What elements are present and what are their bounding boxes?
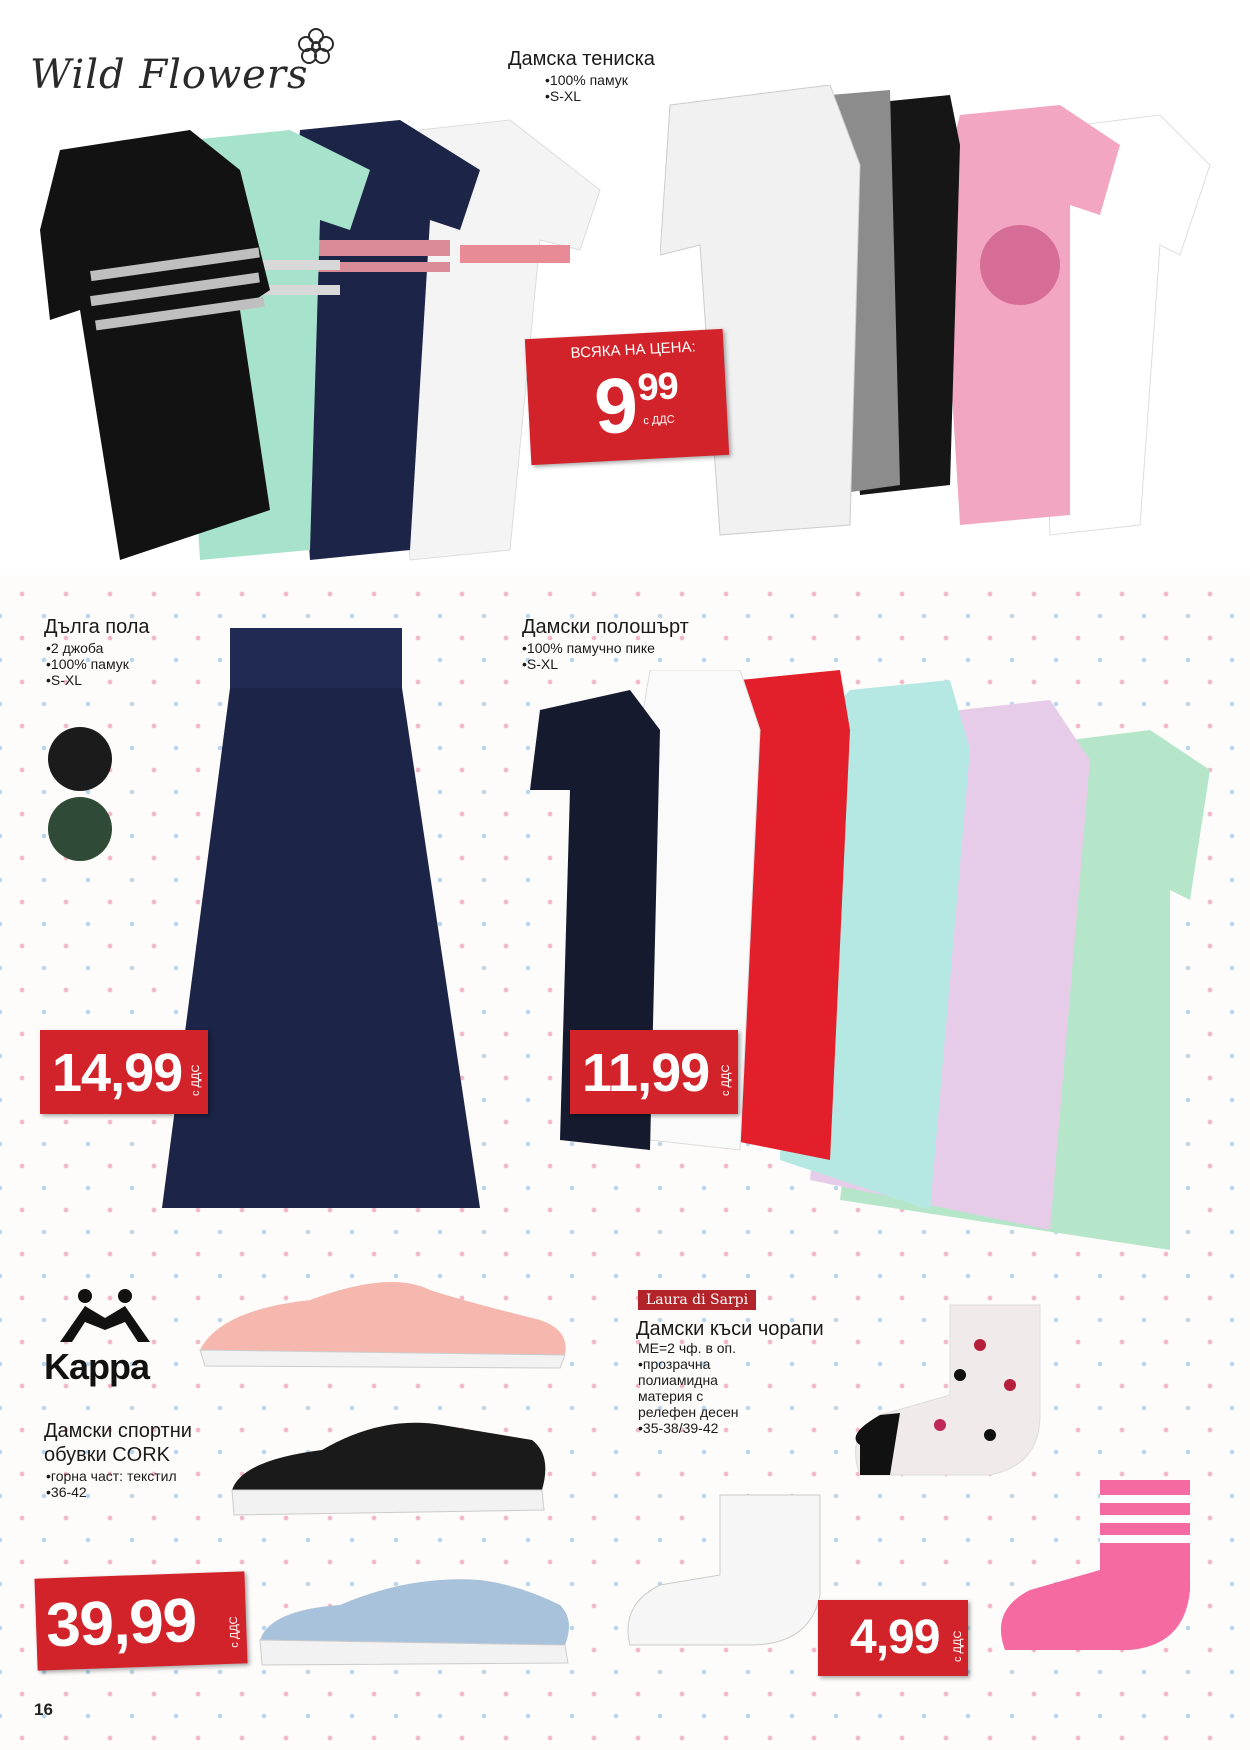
socks-bullet: •прозрачна [638,1356,711,1372]
tshirt-bullet: •100% памук [545,72,628,88]
skirt-image [160,628,490,1228]
color-swatch-black [48,727,112,791]
tshirt-price-decimal: 99 [636,365,679,410]
socks-title: Дамски къси чорапи [636,1318,824,1340]
shoes-price-vat: с ДДС [227,1616,241,1648]
polo-price-vat: с ДДС [720,1064,732,1096]
skirt-title: Дълга пола [44,616,150,638]
tshirt-price-whole: 9 [592,360,640,451]
page-number: 16 [34,1700,53,1719]
flower-icon [296,26,336,66]
polo-price-tag [570,1030,738,1114]
skirt-price: 14,99 [52,1043,183,1103]
shoes-title-line2: обувки CORK [44,1444,171,1466]
shoes-title-line1: Дамски спортни [44,1420,192,1442]
laura-di-sarpi-brand-tag: Laura di Sarpi [638,1290,756,1310]
shoe-black-image [222,1400,552,1520]
socks-price-tag [818,1600,968,1676]
skirt-price-vat: с ДДС [190,1064,202,1096]
tshirt-price-vat: с ДДС [642,413,675,428]
socks-hearts-image [840,1295,1100,1485]
skirt-bullet: •100% памук [46,656,129,672]
socks-bullet: релефен десен [638,1404,739,1420]
color-swatch-green [48,797,112,861]
polo-bullet: •100% памучно пике [522,640,655,656]
socks-bullet: МЕ=2 чф. в оп. [638,1340,737,1356]
brand-logo-wild-flowers: Wild Flowers [30,52,309,98]
tshirts-right-image [660,85,1220,545]
shoes-price-tag [34,1571,247,1670]
socks-bullet: •35-38/39-42 [638,1420,719,1436]
polo-shirts-image [530,670,1230,1280]
skirt-bullet: •S-XL [46,672,83,688]
socks-pink-image [990,1470,1220,1660]
socks-bullet: материя с [638,1388,704,1404]
shoes-bullet: •36-42 [46,1484,87,1500]
socks-price-vat: с ДДС [952,1630,964,1662]
skirt-bullet: •2 джоба [46,640,104,656]
shoes-price: 39,99 [44,1586,198,1661]
kappa-brand-text: Kappa [44,1346,150,1387]
tshirt-price-tag [525,329,729,465]
skirt-price-tag [40,1030,208,1114]
socks-white-image [620,1485,850,1655]
polo-price: 11,99 [582,1043,710,1103]
socks-bullet: полиамидна [638,1372,718,1388]
tshirt-title: Дамска тениска [508,48,655,70]
shoe-pink-image [190,1260,570,1370]
kappa-logo-icon [50,1288,160,1344]
shoes-bullet: •горна част: текстил [46,1468,177,1484]
socks-price: 4,99 [850,1611,940,1664]
polo-title: Дамски полошърт [522,616,689,638]
tshirt-price-label: ВСЯКА НА ЦЕНА: [570,338,697,362]
polo-bullet: •S-XL [522,656,559,672]
shoe-blue-image [250,1555,580,1670]
tshirt-bullet: •S-XL [545,88,582,104]
